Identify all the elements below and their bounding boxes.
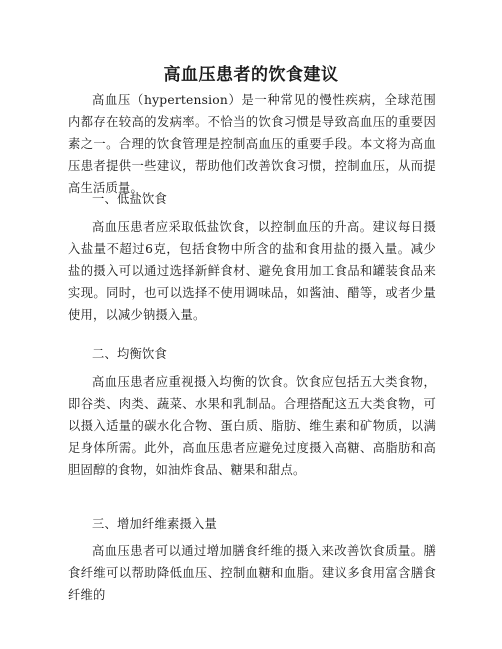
- section-body-fiber: 高血压患者可以通过增加膳食纤维的摄入来改善饮食质量。膳食纤维可以帮助降低血压、控制血糖和血脂。建议多食用富含膳食纤维的: [68, 544, 436, 602]
- section-heading-low-salt: 一、低盐饮食: [92, 192, 167, 206]
- document-title: 高血压患者的饮食建议: [163, 65, 339, 85]
- section-body-low-salt: 高血压患者应采取低盐饮食，以控制血压的升高。建议每日摄入盐量不超过6克，包括食物中所含的盐和食用盐的摄入量。减少盐的摄入可以通过选择新鲜食材、避免食用加工食品和罐装食品来实现。同时，也可以选择不使用调味品，如酱油、醋等，或者少量使用，以减少钠摄入量。: [68, 220, 436, 322]
- section-heading-balanced-diet: 二、均衡饮食: [92, 347, 167, 361]
- section-heading-fiber: 三、增加纤维素摄入量: [92, 517, 217, 531]
- section-body-balanced-diet: 高血压患者应重视摄入均衡的饮食。饮食应包括五大类食物，即谷类、肉类、蔬菜、水果和乳制品。合理搭配这五大类食物，可以摄入适量的碳水化合物、蛋白质、脂肪、维生素和矿物质，以满足身体所需。此外，高血压患者应避免过度摄入高糖、高脂肪和高胆固醇的食物，如油炸食品、糖果和甜点。: [68, 375, 436, 477]
- intro-paragraph: 高血压（hypertension）是一种常见的慢性疾病，全球范围内都存在较高的发病率。不恰当的饮食习惯是导致高血压的重要因素之一。合理的饮食管理是控制高血压的重要手段。本文将为高血压患者提供一些建议，帮助他们改善饮食习惯，控制血压，从而提高生活质量。: [68, 93, 436, 195]
